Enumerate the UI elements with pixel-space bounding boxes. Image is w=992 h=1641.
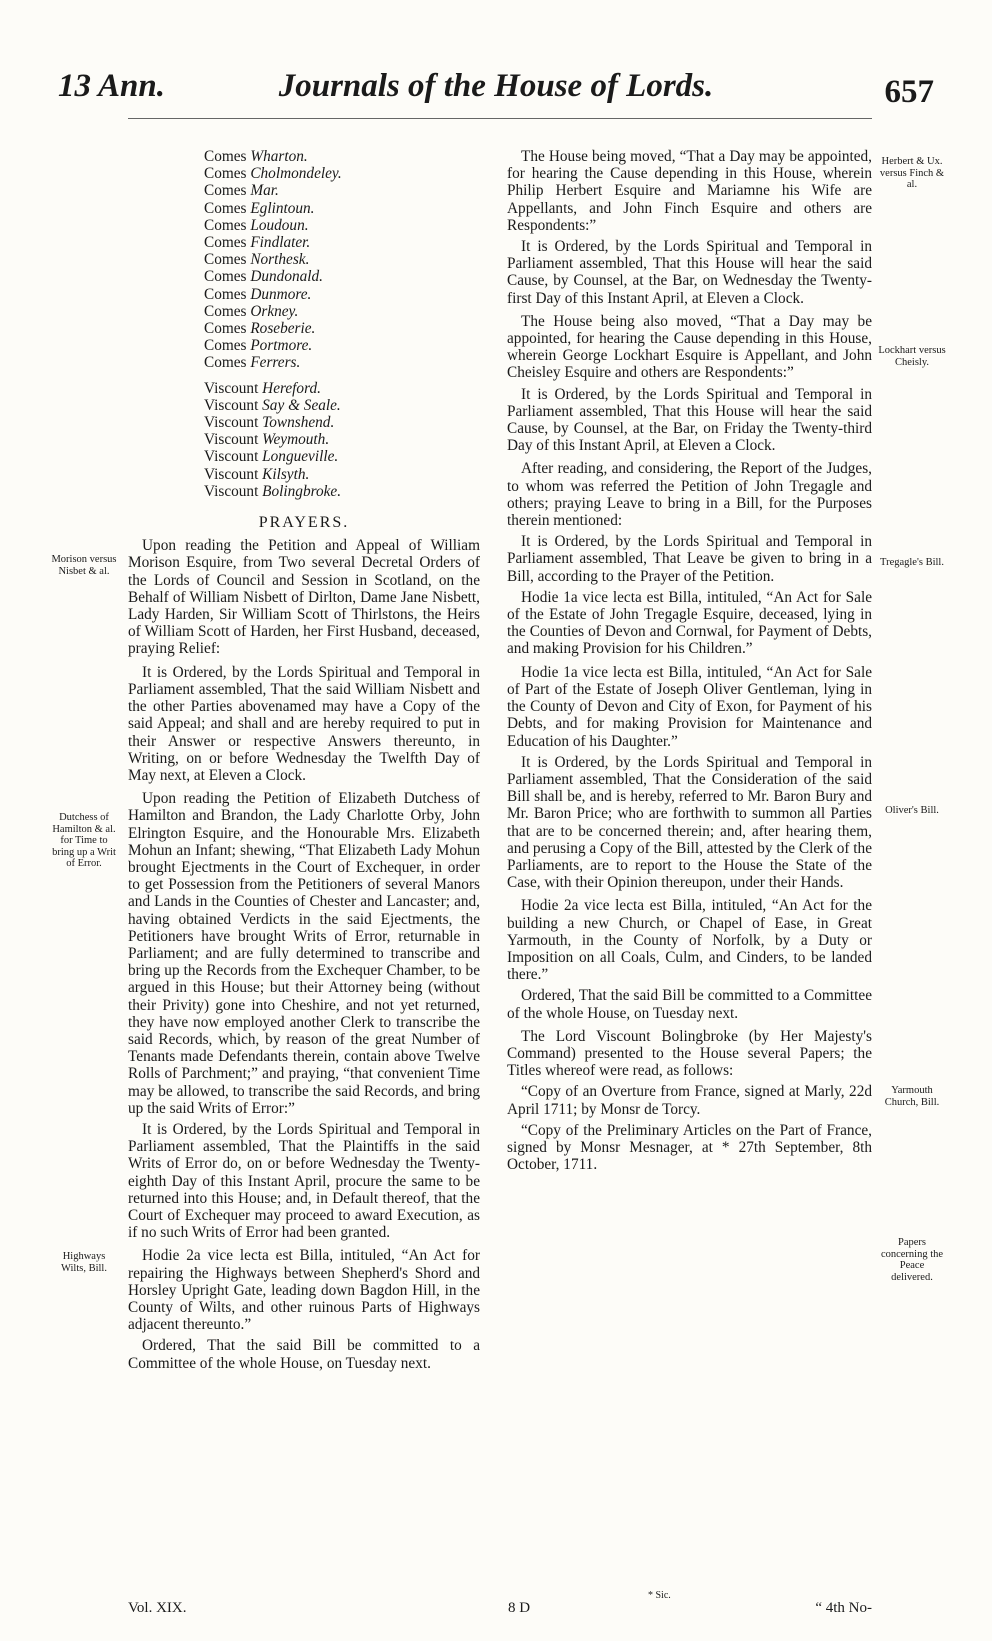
tregagle-report: After reading, and considering, the Report of the Judges, to whom was referred the Petition of John Tregagle and others; praying Leave to bring in a Bill, for the Purposes therein mentioned: xyxy=(507,460,872,530)
oliver-order: It is Ordered, by the Lords Spiritual and Temporal in Parliament assembled, That the Consideration of the said Bill shall be, and is hereby, referred to Mr. Baron Bury and Mr. Baron Price; who are forthwith to summon all Parties that are to be concerned therein; and, after hearing them, and perusing a Copy of the Bill, attested by the Clerk of the Parliaments, are to report to the House the State of the Case, with their Opinion thereupon, under their Hands. xyxy=(507,753,872,892)
left-column xyxy=(128,148,480,1378)
lord-entry: Comes Roseberie. xyxy=(204,320,316,338)
herbert-order: It is Ordered, by the Lords Spiritual and Temporal in Parliament assembled, That this House will hear the said Cause, by Counsel, at the Bar, on Wednesday the Twenty-first Day of this Instant April, at Eleven a Clock. xyxy=(507,238,872,307)
lord-entry: Viscount Kilsyth. xyxy=(204,465,310,483)
lord-entry: Viscount Longueville. xyxy=(204,448,339,466)
lord-entry: Comes Dunmore. xyxy=(204,285,312,303)
sic-note: * Sic. xyxy=(648,1590,671,1601)
lord-entry: Comes Eglintoun. xyxy=(204,199,315,217)
lord-entry: Comes Mar. xyxy=(204,182,279,200)
lord-entry: Comes Northesk. xyxy=(204,251,310,269)
lords-list xyxy=(204,148,480,500)
prayers-heading: PRAYERS. xyxy=(258,514,350,532)
page-number: 657 xyxy=(884,74,934,110)
margin-note-herbert: Herbert & Ux. versus Finch & al. xyxy=(879,156,945,190)
margin-note-morison: Morison versus Nisbet & al. xyxy=(51,554,117,577)
papers-overture: “Copy of an Overture from France, signed at Marly, 22d April 1711; by Monsr de Torcy. xyxy=(507,1083,872,1118)
margin-note-tregagle: Tregagle's Bill. xyxy=(880,557,944,568)
oliver-entry xyxy=(507,664,872,892)
margin-note-lockhart: Lockhart versus Cheisly. xyxy=(878,345,946,368)
lord-entry: Comes Portmore. xyxy=(204,337,313,355)
herbert-motion: The House being moved, “That a Day may be appointed, for hearing the Cause depending in this House, wherein Philip Herbert Esquire and Mariamne his Wife are Appellants, and John Finch Esquire and others are Respondents:” xyxy=(507,148,872,234)
lord-entry: Comes Wharton. xyxy=(204,148,308,165)
lord-entry: Viscount Say & Seale. xyxy=(204,396,341,414)
volume-number: Vol. XIX. xyxy=(128,1600,187,1616)
highways-reading: Hodie 2a vice lecta est Billa, intituled, “An Act for repairing the Highways between Shepherd's Shord and Horsley Upright Gate, leading down Bagdon Hill, in the County of Wilts, and other ruinous Parts of Highways adjacent thereunto.” xyxy=(128,1247,480,1334)
lord-entry: Viscount Weymouth. xyxy=(204,431,330,449)
margin-note-highways: Highways Wilts, Bill. xyxy=(61,1251,107,1274)
tregagle-order: It is Ordered, by the Lords Spiritual and Temporal in Parliament assembled, That Leave be given to bring in a Bill, according to the Prayer of the Petition. xyxy=(507,533,872,585)
lord-entry: Comes Ferrers. xyxy=(204,354,301,372)
morison-order: It is Ordered, by the Lords Spiritual and Temporal in Parliament assembled, That the said William Nisbett and the other Parties abovenamed may have a Copy of the said Appeal; and shall and are hereby required to put in their Answer or respective Answers thereunto, in Writing, on or before Wednesday the Twelfth Day of May next, at Eleven a Clock. xyxy=(128,663,480,784)
morison-petition: Upon reading the Petition and Appeal of William Morison Esquire, from Two several Decretal Orders of the Lords of Council and Session in Scotland, on the Behalf of William Nisbett of Dirlton, Dame Jane Nisbett, Lady Harden, Sir William Scott of Thirlstons, the Heirs of William Scott of Harden, her First Husband, deceased, praying Relief: xyxy=(128,537,480,658)
margin-note-hamilton: Dutchess of Hamilton & al. for Time to bring up a Writ of Error. xyxy=(52,812,116,869)
lord-entry: Comes Cholmondeley. xyxy=(204,165,342,183)
lockhart-entry xyxy=(507,313,872,455)
hamilton-petition: Upon reading the Petition of Elizabeth Dutchess of Hamilton and Brandon, the Lady Charlotte Orby, John Elrington Esquire, and the Honourable Mrs. Elizabeth Mohun an Infant; shewing, “That Elizabeth Lady Mohun brought Ejectments in the Court of Exchequer, in order to get Possession from the Petitioners of several Manors and Lands in the Counties of Chester and Lancaster; and, having obtained Verdicts in the said Ejectments, the Petitioners have brought Writs of Error, returnable in Parliament; and are fully determined to transcribe and bring up the Records from the Exchequer Chamber, to be argued in this House; but their Attorney being (without their Privity) gone into Cheshire, and not yet returned, they have now employed another Clerk to transcribe the said Records, which, by reason of the great Number of Tenants made Defendants therein, contain above Twelve Rolls of Parchment;” and praying, “that convenient Time may be allowed, to transcribe the said Records, and bring up the said Writs of Error:” xyxy=(128,790,480,1117)
yarmouth-entry xyxy=(507,897,872,1021)
margin-note-papers: Papers concerning the Peace delivered. xyxy=(880,1237,944,1283)
highways-order: Ordered, That the said Bill be committed to a Committee of the whole House, on Tuesday next. xyxy=(128,1337,480,1372)
tregagle-entry xyxy=(507,460,872,657)
page-header xyxy=(58,60,934,110)
tregagle-reading: Hodie 1a vice lecta est Billa, intituled, “An Act for Sale of the Estate of John Tregagle Esquire, deceased, lying in the Counties of Devon and Cornwal, for Payment of Debts, and making Provision for his Children.” xyxy=(507,588,872,658)
herbert-entry xyxy=(507,148,872,307)
lord-entry: Viscount Hereford. xyxy=(204,379,321,397)
hamilton-order: It is Ordered, by the Lords Spiritual and Temporal in Parliament assembled, That the Plaintiffs in the said Writs of Error do, on or before Wednesday the Twenty-eighth Day of this Instant April, procure the same to be returned into this House; and, in Default thereof, that the Court of Exchequer may proceed to award Execution, as if no such Writs of Error had been granted. xyxy=(128,1120,480,1242)
papers-presented: The Lord Viscount Bolingbroke (by Her Majesty's Command) presented to the House several Papers; the Titles whereof were read, as follows: xyxy=(507,1027,872,1080)
lord-entry: Comes Dundonald. xyxy=(204,268,323,286)
lord-entry: Viscount Bolingbroke. xyxy=(204,482,342,500)
lockhart-order: It is Ordered, by the Lords Spiritual and Temporal in Parliament assembled, That this House will hear the said Cause, by Counsel, at the Bar, on Friday the Twenty-third Day of this Instant April, at Eleven a Clock. xyxy=(507,385,872,455)
running-title: Journals of the House of Lords. xyxy=(278,68,714,104)
signature-mark: 8 D xyxy=(508,1600,531,1616)
catchword: “ 4th No- xyxy=(815,1600,872,1616)
lord-entry: Comes Loudoun. xyxy=(204,216,309,234)
papers-entry xyxy=(507,1028,872,1174)
lockhart-motion: The House being also moved, “That a Day may be appointed, for hearing the Cause depending in this House, wherein George Lockhart Esquire is Appellant, and John Cheisley Esquire and others are Respondents:” xyxy=(507,312,872,382)
highways-entry xyxy=(128,1247,480,1371)
margin-note-yarmouth: Yarmouth Church, Bill. xyxy=(884,1085,940,1108)
margin-note-oliver: Oliver's Bill. xyxy=(885,805,939,816)
lord-entry: Comes Orkney. xyxy=(204,302,299,320)
papers-preliminary: “Copy of the Preliminary Articles on the Part of France, signed by Monsr Mesnager, at * 27th September, 8th October, 1711. xyxy=(507,1121,872,1174)
morison-entry xyxy=(128,537,480,784)
lord-entry: Viscount Townshend. xyxy=(204,414,335,432)
oliver-reading: Hodie 1a vice lecta est Billa, intituled, “An Act for Sale of Part of the Estate of Joseph Oliver Gentleman, lying in the County of Devon and City of Exon, for Payment of his Debts, and for making Provision for Maintenance and Education of his Daughter.” xyxy=(507,663,872,750)
yarmouth-order: Ordered, That the said Bill be committed to a Committee of the whole House, on Tuesday next. xyxy=(507,987,872,1022)
yarmouth-reading: Hodie 2a vice lecta est Billa, intituled, “An Act for the building a new Church, or Chapel of Ease, in Great Yarmouth, in the County of Norfolk, by a Duty or Imposition on all Coals, Culm, and Cinders, to be landed there.” xyxy=(507,897,872,984)
regnal-year: 13 Ann. xyxy=(58,68,165,104)
right-column xyxy=(507,148,872,1179)
lord-entry: Comes Findlater. xyxy=(204,234,311,252)
header-rule xyxy=(128,118,872,119)
hamilton-entry xyxy=(128,790,480,1241)
